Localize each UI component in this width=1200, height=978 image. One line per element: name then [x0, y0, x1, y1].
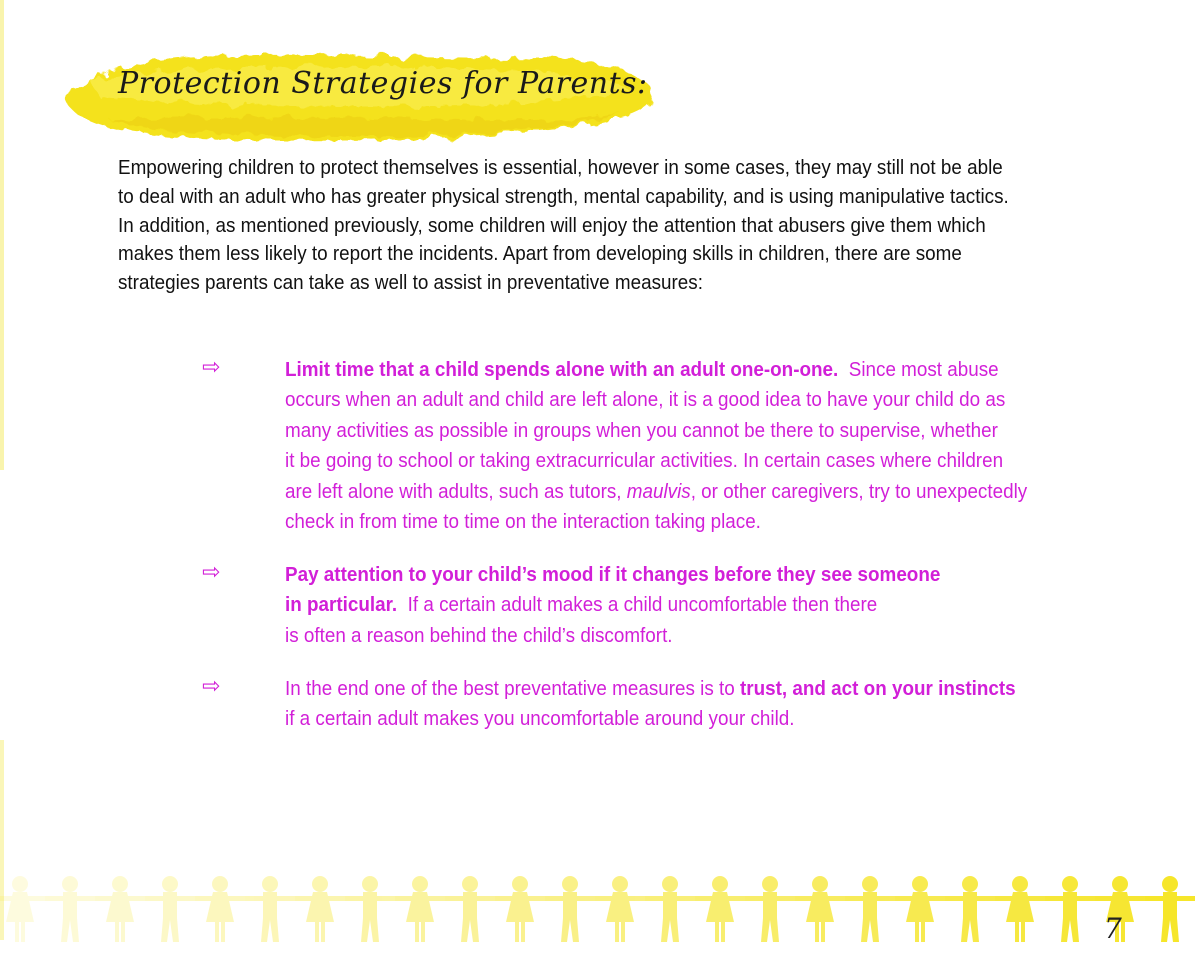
paper-doll-figure [0, 876, 45, 942]
intro-line: to deal with an adult who has greater physical strength, mental capability, and is using manipulative tactics. [118, 184, 1009, 208]
paper-doll-figure [245, 876, 295, 942]
paper-doll-figure [995, 876, 1045, 942]
strategy-body: If a certain adult makes a child uncomfortable then there [397, 593, 878, 617]
paper-doll-figure [95, 876, 145, 942]
left-edge-line [0, 0, 4, 470]
intro-line: makes them less likely to report the incidents. Apart from developing skills in children, there are some [118, 242, 962, 266]
strategy-heading: trust, and act on your instincts [740, 677, 1016, 700]
strategy-body: are left alone with adults, such as tutors, [285, 479, 627, 503]
intro-line: strategies parents can take as well to assist in preventative measures: [118, 271, 703, 295]
paper-doll-figure [195, 876, 245, 942]
page-number: 7 [1104, 912, 1122, 945]
intro-paragraph [118, 154, 1093, 298]
strategy-body-italic: maulvis [626, 479, 691, 503]
paper-doll-figure [695, 876, 745, 942]
strategy-body: occurs when an adult and child are left alone, it is a good idea to have your child do as [285, 388, 1006, 412]
strategy-body: many activities as possible in groups when you cannot be there to supervise, whether [285, 418, 998, 442]
strategy-text [285, 355, 1027, 537]
strategy-body: check in from time to time on the interaction taking place. [285, 510, 761, 534]
paper-doll-figure [145, 876, 195, 942]
paper-doll-figure [445, 876, 495, 942]
strategy-body: it be going to school or taking extracurricular activities. In certain cases where children [285, 449, 1004, 473]
paper-doll-chain-decoration [0, 870, 1200, 950]
page-title: Protection Strategies for Parents: [118, 66, 648, 101]
strategy-heading: Pay attention to your child’s mood if it changes before they see someone [285, 563, 941, 586]
paper-doll-figure [895, 876, 945, 942]
intro-line: In addition, as mentioned previously, some children will enjoy the attention that abusers give them which [118, 213, 986, 237]
arrow-right-outline-icon: ⇨ [202, 674, 221, 699]
strategy-body: if a certain adult makes you uncomfortable around your child. [285, 707, 795, 731]
paper-doll-figure [1045, 876, 1095, 942]
strategy-heading: Limit time that a child spends alone with an adult one-on-one. [285, 358, 839, 381]
paper-doll-figure [845, 876, 895, 942]
paper-doll-figure [795, 876, 845, 942]
strategy-heading: in particular. [285, 593, 398, 617]
paper-doll-figure [495, 876, 545, 942]
intro-line: Empowering children to protect themselves is essential, however in some cases, they may still not be able [118, 156, 1003, 179]
paper-doll-figure [595, 876, 645, 942]
paper-doll-figure [945, 876, 995, 942]
strategy-text [285, 674, 1016, 735]
strategy-body: Since most abuse [848, 358, 999, 381]
paper-doll-figure [745, 876, 795, 942]
strategy-body: In the end one of the best preventative measures is to [285, 677, 741, 700]
paper-doll-figure [345, 876, 395, 942]
arrow-right-outline-icon: ⇨ [202, 355, 221, 380]
paper-doll-figure [395, 876, 445, 942]
paper-doll-figure [645, 876, 695, 942]
strategy-body: , or other caregivers, try to unexpectedly [690, 479, 1028, 503]
paper-doll-figure [545, 876, 595, 942]
paper-doll-figure [45, 876, 95, 942]
strategy-body: is often a reason behind the child’s discomfort. [285, 623, 673, 647]
paper-doll-figure [1145, 876, 1195, 942]
strategy-text [285, 560, 940, 651]
paper-doll-figure [295, 876, 345, 942]
arrow-right-outline-icon: ⇨ [202, 560, 221, 585]
